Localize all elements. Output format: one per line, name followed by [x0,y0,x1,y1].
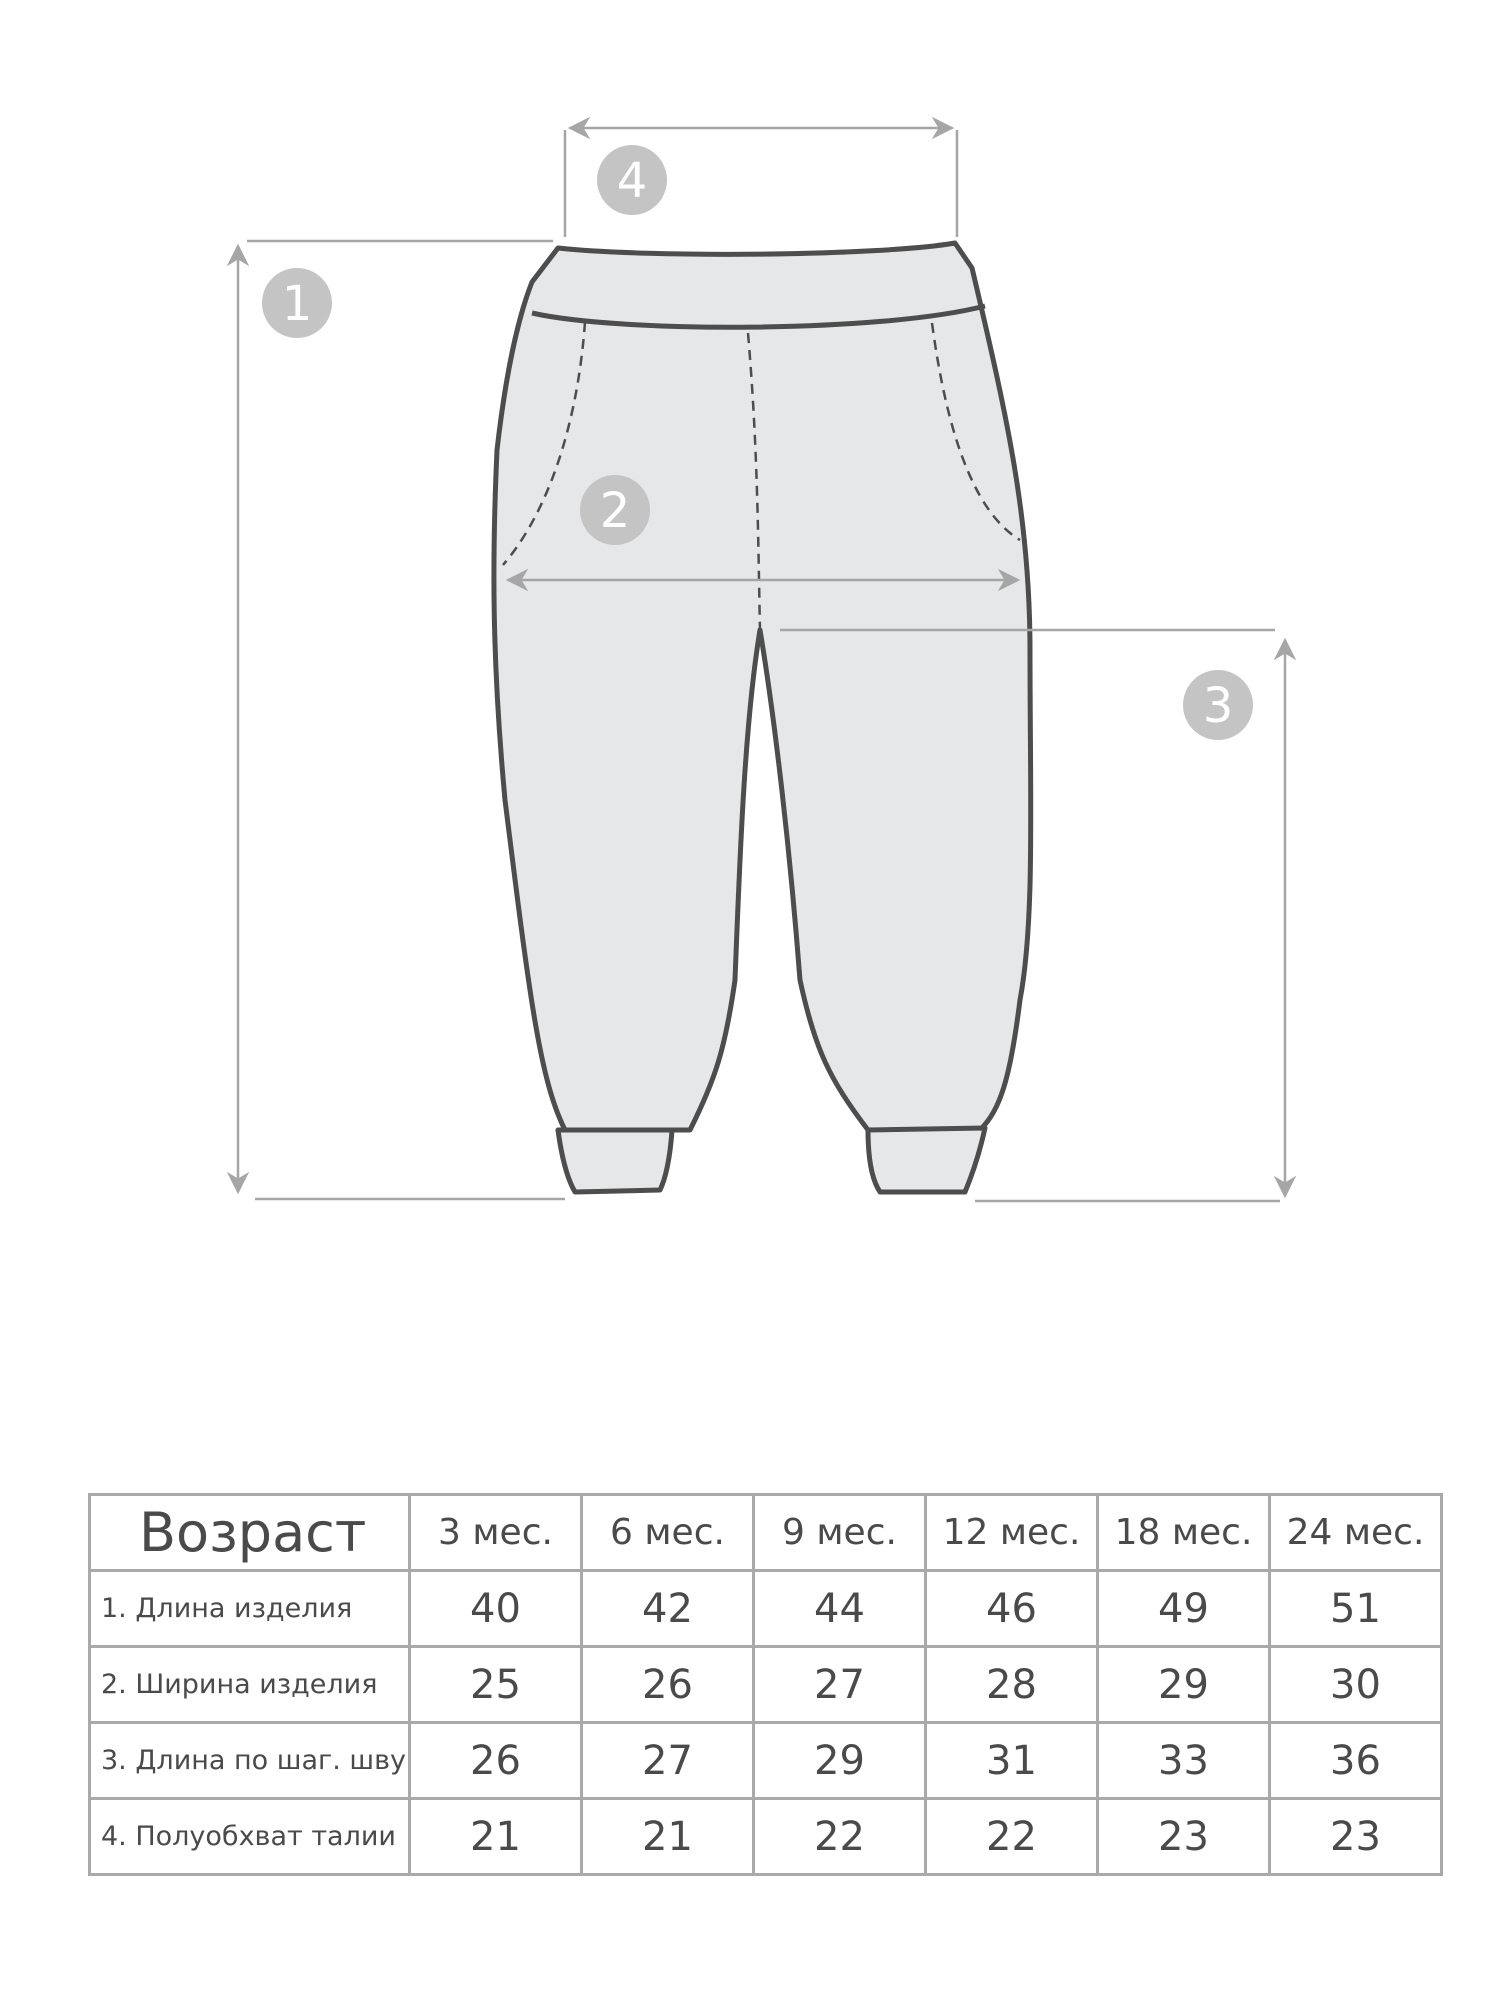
marker-2-label: 2 [599,483,631,539]
table-cell: 21 [582,1799,754,1875]
table-cell: 23 [1270,1799,1442,1875]
age-header: Возраст [90,1495,410,1571]
table-cell: 26 [582,1647,754,1723]
table-cell: 46 [926,1571,1098,1647]
marker-3 [1183,670,1253,740]
age-column-header: 3 мес. [410,1495,582,1571]
table-cell: 22 [754,1799,926,1875]
table-cell: 36 [1270,1723,1442,1799]
table-cell: 49 [1098,1571,1270,1647]
table-cell: 26 [410,1723,582,1799]
marker-2 [580,475,650,545]
age-column-header: 24 мес. [1270,1495,1442,1571]
marker-1-label: 1 [281,276,313,332]
marker-1 [262,268,332,338]
table-cell: 31 [926,1723,1098,1799]
table-cell: 42 [582,1571,754,1647]
table-row [90,1723,1442,1799]
row-label: 3. Длина по шаг. шву [90,1723,410,1799]
table-cell: 30 [1270,1647,1442,1723]
table-row [90,1571,1442,1647]
row-label: 4. Полуобхват талии [90,1799,410,1875]
row-label: 1. Длина изделия [90,1571,410,1647]
table-cell: 27 [582,1723,754,1799]
table-cell: 33 [1098,1723,1270,1799]
right-cuff [868,1128,985,1192]
left-cuff [558,1130,672,1192]
pants-outline [494,243,1031,1130]
table-cell: 23 [1098,1799,1270,1875]
marker-3-label: 3 [1202,678,1234,734]
table-cell: 51 [1270,1571,1442,1647]
age-column-header: 9 мес. [754,1495,926,1571]
age-column-header: 12 мес. [926,1495,1098,1571]
table-cell: 21 [410,1799,582,1875]
table-cell: 28 [926,1647,1098,1723]
table-cell: 22 [926,1799,1098,1875]
table-row [90,1647,1442,1723]
age-column-header: 18 мес. [1098,1495,1270,1571]
marker-4 [597,145,667,215]
table-cell: 25 [410,1647,582,1723]
table-cell: 29 [1098,1647,1270,1723]
age-column-header: 6 мес. [582,1495,754,1571]
table-cell: 29 [754,1723,926,1799]
table-cell: 44 [754,1571,926,1647]
table-cell: 40 [410,1571,582,1647]
table-row [90,1799,1442,1875]
table-cell: 27 [754,1647,926,1723]
marker-4-label: 4 [616,153,648,209]
table-header-row [90,1495,1442,1571]
row-label: 2. Ширина изделия [90,1647,410,1723]
size-table [88,1493,1443,1876]
